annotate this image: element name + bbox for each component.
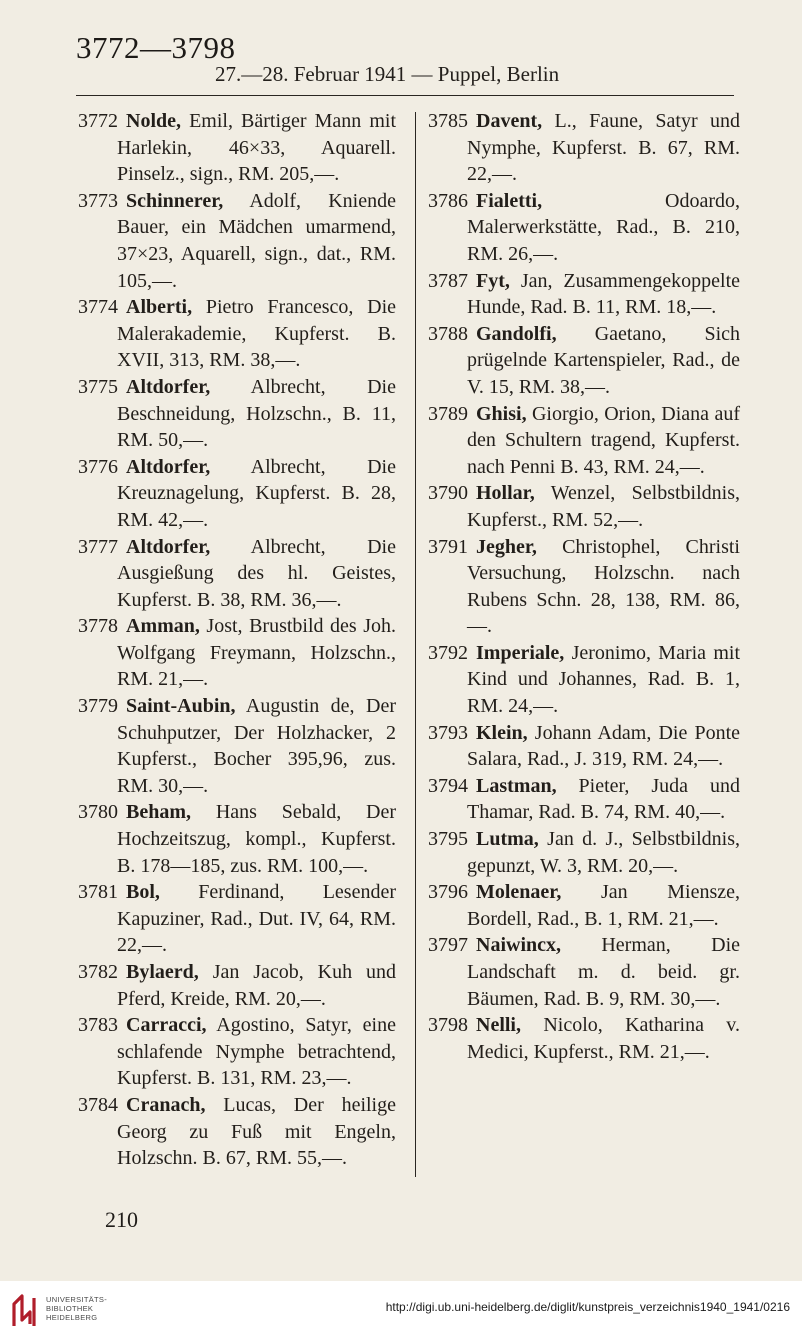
catalog-entry [428,1012,740,1065]
artist-name: Jegher, [476,535,537,558]
artist-name: Altdorfer, [126,375,211,398]
artist-name: Davent, [476,110,543,132]
lot-number: 3783 [78,1014,118,1037]
artist-name: Bylaerd, [126,961,199,983]
lot-number: 3773 [78,189,118,212]
lot-description: Christophel, Christi Versuchung, Holzschn. nach Rubens Schn. 28, 138, RM. 86,—. [467,535,740,638]
lot-description: Emil, Bärtiger Mann mit Harlekin, 46×33, Aquarell. Pinselz., sign., RM. 205,—. [117,110,396,186]
lot-number: 3790 [428,482,468,505]
lot-description: Johann Adam, Die Ponte Salara, Rad., J. 319, RM. 24,—. [467,721,741,771]
column-divider [415,112,416,1177]
artist-name: Alberti, [126,296,193,319]
lot-description: Albrecht, Die Beschneidung, Holzschn., B. 11, RM. 50,—. [117,375,396,452]
catalog-entry [428,108,740,188]
catalog-entry [428,879,740,932]
catalog-entry [78,108,396,188]
library-name-line: HEIDELBERG [46,1313,98,1322]
lot-description: Jan Miensze, Bordell, Rad., B. 1, RM. 21,—. [467,881,740,930]
lot-description: Albrecht, Die Kreuznagelung, Kupferst. B. 28, RM. 42,—. [117,455,396,531]
lot-description: Jeronimo, Maria mit Kind und Johannes, Rad. B. 1, RM. 24,—. [467,641,741,718]
catalog-entry [428,720,740,773]
artist-name: Hollar, [476,482,535,505]
catalog-entry [78,374,396,454]
lot-description: Jost, Brustbild des Joh. Wolfgang Freymann, Holzschn., RM. 21,—. [117,615,396,691]
permalink-url[interactable]: http://digi.ub.uni-heidelberg.de/diglit/kunstpreis_verzeichnis1940_1941/0216 [385,1300,790,1314]
heidelberg-library-logo-icon[interactable] [8,1290,42,1330]
lot-description: Wenzel, Selbstbildnis, Kupferst., RM. 52,—. [467,482,741,531]
catalog-entry [428,640,740,720]
lot-number: 3775 [78,375,118,398]
catalog-entry [78,1092,396,1172]
lot-number: 3792 [428,641,468,664]
lot-number: 3795 [428,828,468,851]
artist-name: Nolde, [126,110,181,132]
catalog-entry [428,773,740,826]
artist-name: Saint-Aubin, [126,695,236,718]
catalog-entry [78,188,396,294]
artist-name: Amman, [126,615,200,638]
artist-name: Schinnerer, [126,189,224,212]
artist-name: Lutma, [476,828,539,851]
catalog-entry [428,401,740,481]
page-number: 210 [105,1207,138,1232]
catalog-entry [428,534,740,640]
lot-number: 3794 [428,774,468,797]
catalog-entry [428,932,740,1012]
catalog-entry [78,959,396,1012]
lot-number: 3772 [78,110,118,132]
lot-number: 3797 [428,934,468,957]
lot-number: 3788 [428,322,468,345]
auction-sale-line: 27.—28. Februar 1941 — Puppel, Berlin [215,62,560,86]
lot-description: Pietro Francesco, Die Malerakademie, Kupferst. B. XVII, 313, RM. 38,—. [117,296,397,372]
lot-number: 3784 [78,1093,118,1116]
catalog-entry [78,454,396,534]
lot-description: Giorgio, Orion, Diana auf den Schultern tragend, Kupferst. nach Penni B. 43, RM. 24,—. [467,402,740,478]
library-name-line: UNIVERSITÄTS- [46,1295,107,1304]
lot-number: 3789 [428,402,468,425]
library-name-line: BIBLIOTHEK [46,1304,94,1313]
lot-number: 3787 [428,269,468,292]
catalog-entry [428,268,740,321]
artist-name: Altdorfer, [126,455,211,478]
lot-description: Gaetano, Sich prügelnde Kartenspieler, Rad., de V. 15, RM. 38,—. [467,322,741,398]
lot-description: Jan, Zusammengekoppelte Hunde, Rad. B. 11, RM. 18,—. [467,269,740,319]
lot-description: Hans Sebald, Der Hochzeitszug, kompl., Kupferst. B. 178—185, zus. RM. 100,—. [117,801,396,877]
catalog-entry [78,534,396,614]
catalog-entry [428,321,740,401]
catalog-entry [428,480,740,533]
catalog-entry [428,826,740,879]
artist-name: Nelli, [476,1014,521,1037]
lot-description: Lucas, Der heilige Georg zu Fuß mit Engeln, Holzschn. B. 67, RM. 55,—. [117,1093,396,1170]
artist-name: Beham, [126,801,191,824]
lot-number: 3778 [78,615,118,638]
lot-description: L., Faune, Satyr und Nymphe, Kupferst. B. 67, RM. 22,—. [467,110,741,186]
catalog-entry [78,294,396,374]
lot-number: 3796 [428,881,468,904]
page-range-heading: 3772—3798 [76,30,236,65]
lot-description: Herman, Die Landschaft m. d. beid. gr. Bäumen, Rad. B. 9, RM. 30,—. [467,934,741,1010]
lot-description: Jan Jacob, Kuh und Pferd, Kreide, RM. 20,—. [117,961,397,1010]
artist-name: Imperiale, [476,641,565,664]
artist-name: Gandolfi, [476,322,557,345]
catalog-entry [78,1012,396,1092]
lot-description: Jan d. J., Selbstbildnis, gepunzt, W. 3, RM. 20,—. [467,828,741,877]
lot-description: Nicolo, Katharina v. Medici, Kupferst., RM. 21,—. [467,1014,741,1063]
lot-description: Adolf, Kniende Bauer, ein Mädchen umarmend, 37×23, Aquarell, sign., dat., RM. 105,—. [117,189,396,292]
header-rule [76,95,734,96]
lot-number: 3786 [428,189,468,212]
library-name [46,1295,107,1322]
catalog-entry [428,188,740,268]
artist-name: Naiwincx, [476,934,561,957]
lot-number: 3779 [78,695,118,718]
viewer-footer [0,1281,802,1341]
artist-name: Lastman, [476,774,557,797]
lot-number: 3798 [428,1014,468,1037]
lot-description: Odoardo, Malerwerkstätte, Rad., B. 210, RM. 26,—. [467,189,740,265]
catalog-entry [78,693,396,799]
catalog-entry [78,613,396,693]
left-column [78,108,396,1172]
lot-description: Agostino, Satyr, eine schlafende Nymphe betrachtend, Kupferst. B. 131, RM. 23,—. [117,1014,396,1090]
lot-number: 3777 [78,535,118,558]
lot-number: 3791 [428,535,468,558]
right-column [428,108,740,1065]
lot-number: 3781 [78,881,118,904]
catalog-entry [78,799,396,879]
artist-name: Cranach, [126,1093,206,1116]
catalog-entry [78,879,396,959]
lot-description: Ferdinand, Lesender Kapuziner, Rad., Dut. IV, 64, RM. 22,—. [117,881,397,957]
artist-name: Altdorfer, [126,535,211,558]
lot-description: Albrecht, Die Ausgießung des hl. Geistes, Kupferst. B. 38, RM. 36,—. [117,535,396,611]
artist-name: Bol, [126,881,160,904]
lot-number: 3782 [78,961,118,983]
artist-name: Fyt, [476,269,510,292]
artist-name: Molenaer, [476,881,562,904]
artist-name: Klein, [476,721,528,744]
artist-name: Fialetti, [476,189,543,212]
artist-name: Ghisi, [476,402,527,425]
lot-description: Augustin de, Der Schuhputzer, Der Holzhacker, 2 Kupferst., Bocher 395,96, zus. RM. 30,—. [117,695,396,797]
lot-number: 3774 [78,296,118,319]
lot-description: Pieter, Juda und Thamar, Rad. B. 74, RM. 40,—. [467,774,740,824]
artist-name: Carracci, [126,1014,207,1037]
lot-number: 3780 [78,801,118,824]
lot-number: 3776 [78,455,118,478]
lot-number: 3793 [428,721,468,744]
lot-number: 3785 [428,110,468,132]
